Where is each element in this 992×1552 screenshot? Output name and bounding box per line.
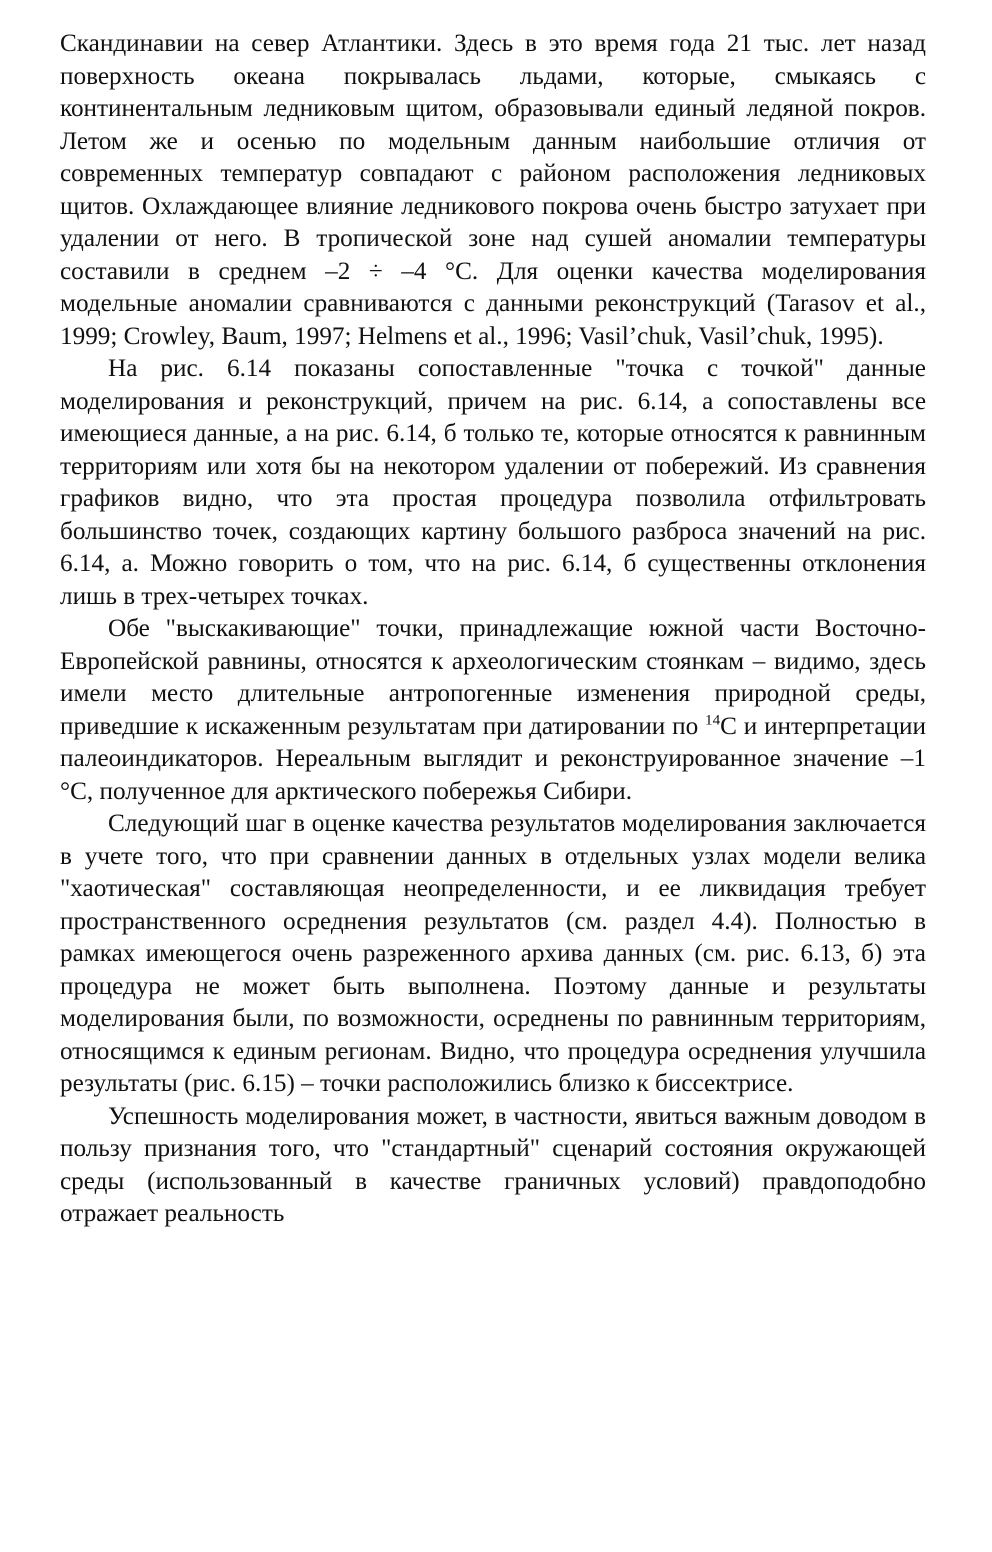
paragraph-3-text-after: С и интерпретации палеоиндикаторов. Нереальным выглядит и реконструированное значение –1 °С, полученное для арктического побережья Сибири. (60, 712, 926, 805)
paragraph-3-text-before: Обе "выскакивающие" точки, принадлежащие южной части Восточно-Европейской равнины, относятся к археологическим стоянкам – видимо, здесь имели место длительные антропогенные изменения природной среды, приведшие к искаженным результатам при датировании по (60, 615, 926, 740)
paragraph-3 (60, 613, 926, 808)
paragraph-5: Успешность моделирования может, в частности, явиться важным доводом в пользу признания того, что "стандартный" сценарий состояния окружающей среды (использованный в качестве граничных условий) правдоподобно отражает реальность (60, 1102, 926, 1227)
isotope-superscript: 14 (705, 712, 721, 729)
page-text (60, 28, 926, 1231)
paragraph-1: Скандинавии на север Атлантики. Здесь в это время года 21 тыс. лет назад поверхность океана покрывалась льдами, которые, смыкаясь с континентальным ледниковым щитом, образовывали единый ледяной покров. Летом же и осенью по модельным данным наибольшие отличия от современных температур совпадают с районом расположения ледниковых щитов. Охлаждающее влияние ледникового покрова очень быстро затухает при удалении от него. В тропической зоне над сушей аномалии температуры составили в среднем –2 ÷ –4 °С. Для оценки качества моделирования модельные аномалии сравниваются с данными реконструкций (Tarasov et al., 1999; Crowley, Baum, 1997; Helmens et al., 1996; Vasil’chuk, Vasil’chuk, 1995). (60, 30, 926, 350)
paragraph-4: Следующий шаг в оценке качества результатов моделирования заключается в учете того, что при сравнении данных в отдельных узлах модели велика "хаотическая" составляющая неопределенности, и ее ликвидация требует пространственного осреднения результатов (см. раздел 4.4). Полностью в рамках имеющегося очень разреженного архива данных (см. рис. 6.13, б) эта процедура не может быть выполнена. Поэтому данные и результаты моделирования были, по возможности, осреднены по равнинным территориям, относящимся к единым регионам. Видно, что процедура осреднения улучшила результаты (рис. 6.15) – точки расположились близко к биссектрисе. (60, 810, 926, 1097)
paragraph-2: На рис. 6.14 показаны сопоставленные "точка с точкой" данные моделирования и реконструкций, причем на рис. 6.14, а сопоставлены все имеющиеся данные, а на рис. 6.14, б только те, которые относятся к равнинным территориям или хотя бы на некотором удалении от побережий. Из сравнения графиков видно, что эта простая процедура позволила отфильтровать большинство точек, создающих картину большого разброса значений на рис. 6.14, а. Можно говорить о том, что на рис. 6.14, б существенны отклонения лишь в трех-четырех точках. (60, 355, 926, 610)
